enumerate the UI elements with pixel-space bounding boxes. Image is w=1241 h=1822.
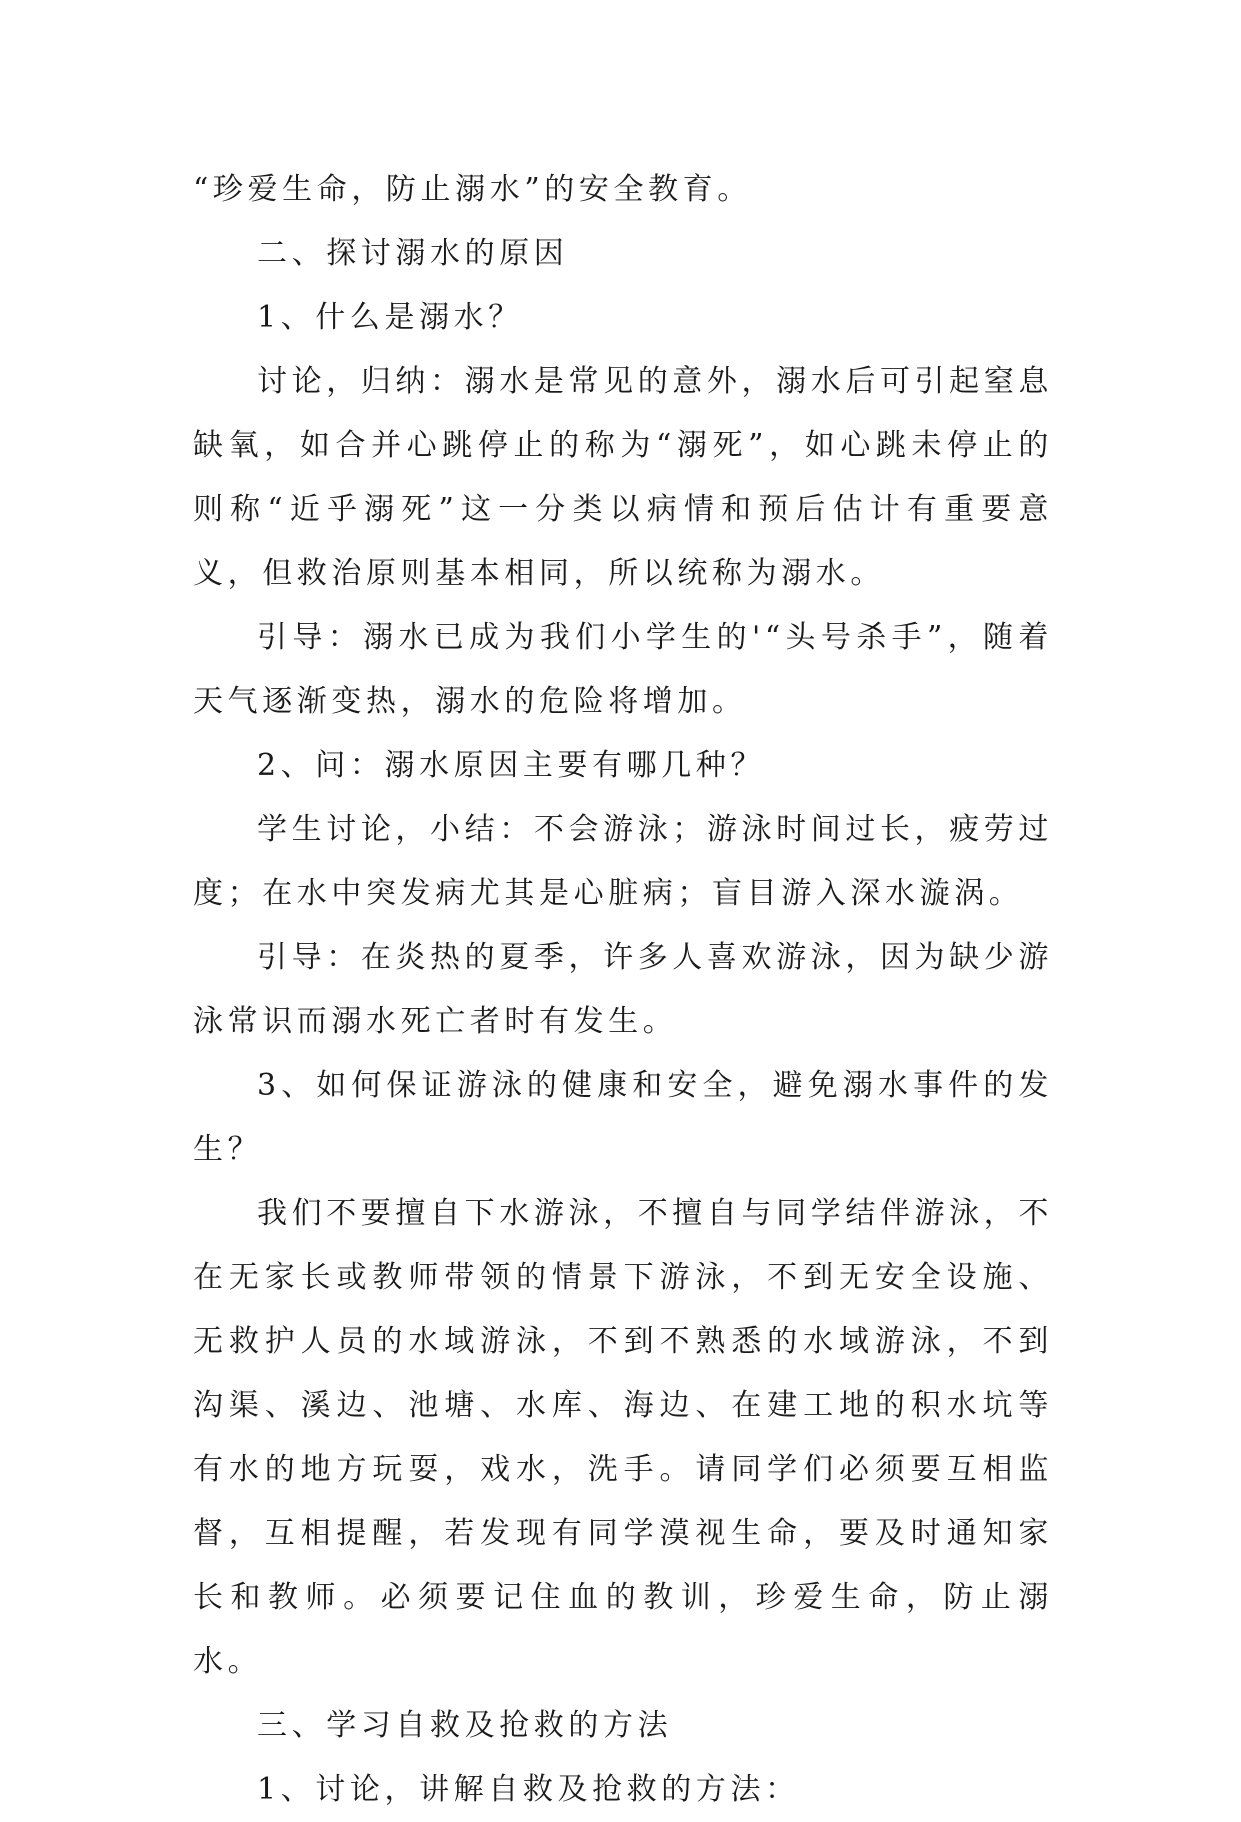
paragraph-safety-rules: 我们不要擅自下水游泳，不擅自与同学结伴游泳，不在无家长或教师带领的情景下游泳，不到无安全设施、无救护人员的水域游泳，不到不熟悉的水域游泳，不到沟渠、溪边、池塘、水库、海边、在建工地的积水坑等有水的地方玩耍，戏水，洗手。请同学们必须要互相监督，互相提醒，若发现有同学漠视生命，要及时通知家长和教师。必须要记住血的教训，珍爱生命，防止溺水。 [193, 1196, 1053, 1679]
document-body [193, 158, 1053, 1822]
question-what-is-drowning: 1、什么是溺水？ [257, 300, 523, 335]
paragraph-guidance-danger: 引导：溺水已成为我们小学生的'“头号杀手”，随着天气逐渐变热，溺水的危险将增加。 [193, 620, 1053, 719]
paragraph-drowning-definition: 讨论，归纳：溺水是常见的意外，溺水后可引起窒息缺氧，如合并心跳停止的称为“溺死”，如心跳未停止的则称“近乎溺死”这一分类以病情和预后估计有重要意义，但救治原则基本相同，所以统称为溺水。 [193, 364, 1053, 591]
section-heading-causes: 二、探讨溺水的原因 [257, 236, 569, 271]
paragraph-intro-continuation: “珍爱生命，防止溺水”的安全教育。 [193, 172, 752, 207]
question-drowning-causes: 2、问：溺水原因主要有哪几种？ [257, 748, 766, 783]
section-heading-rescue: 三、学习自救及抢救的方法 [257, 1708, 673, 1743]
paragraph-student-summary: 学生讨论，小结：不会游泳；游泳时间过长，疲劳过度；在水中突发病尤其是心脏病；盲目游入深水漩涡。 [193, 812, 1053, 911]
paragraph-guidance-summer: 引导：在炎热的夏季，许多人喜欢游泳，因为缺少游泳常识而溺水死亡者时有发生。 [193, 940, 1053, 1039]
question-swimming-safety: 3、如何保证游泳的健康和安全，避免溺水事件的发生？ [193, 1068, 1053, 1167]
item-rescue-methods: 1、讨论，讲解自救及抢救的方法： [257, 1772, 800, 1807]
